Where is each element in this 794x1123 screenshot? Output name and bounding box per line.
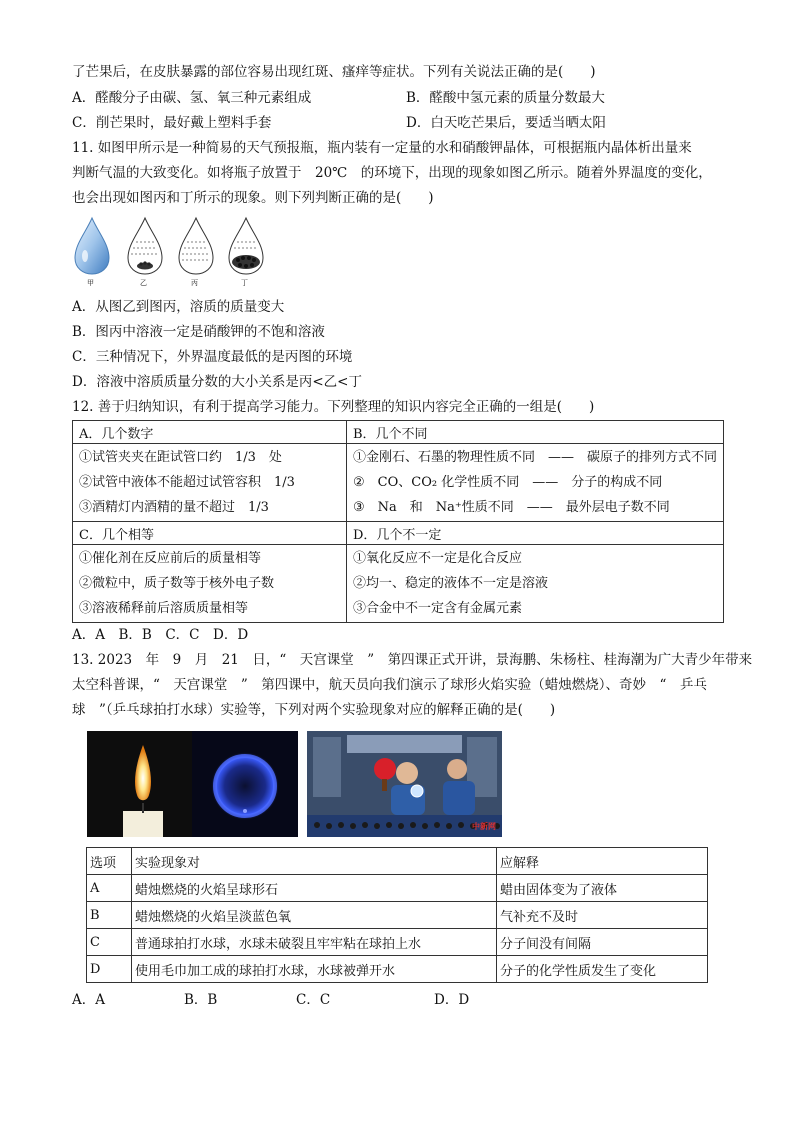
q12-c-item-1: ①催化剂在反应前后的质量相等 [79, 551, 262, 566]
q12-cell-c [73, 545, 347, 623]
q11-stem-line-2: 判断气温的大致变化。如将瓶子放置于 20℃ 的环境下，出现的现象如图乙所示。随着外界温度的变化， [72, 165, 712, 181]
q13-option-a: A．A [72, 992, 105, 1008]
q12-b-item-3: ③ Na 和 Na⁺性质不同 —— 最外层电子数不同 [352, 500, 670, 515]
q12-d-item-3: ③合金中不一定含有金属元素 [352, 601, 522, 616]
q13-row-a-explanation: 蜡由固体变为了液体 [497, 875, 708, 902]
q11-stem-line-1: 11. 如图甲所示是一种简易的天气预报瓶，瓶内装有一定量的水和硝酸钾晶体，可根据瓶内晶体析出量来 [72, 140, 692, 156]
q12-stem: 12. 善于归纳知识，有利于提高学习能力。下列整理的知识内容完全正确的一组是( ) [72, 399, 595, 415]
q12-d-item-1: ①氧化反应不一定是化合反应 [352, 551, 522, 566]
q11-stem-line-3: 也会出现如图丙和丁所示的现象。则下列判断正确的是( ) [72, 190, 434, 206]
q12-b-item-2: ② CO、CO₂ 化学性质不同 —— 分子的构成不同 [352, 475, 663, 490]
table-row [87, 875, 708, 902]
q11-option-a: A．从图乙到图丙，溶质的质量变大 [72, 299, 285, 315]
q12-a-item-2: ②试管中液体不能超过试管容积 1/3 [79, 475, 295, 490]
bottle-yi [128, 218, 162, 274]
candle-flame-photo [87, 731, 298, 837]
q12-options: A．A B．B C．C D．D [72, 627, 249, 643]
q12-b-item-1: ①金刚石、石墨的物理性质不同 —— 碳原子的排列方式不同 [352, 450, 717, 465]
table-row [87, 902, 708, 929]
q13-row-a-option: A [87, 875, 132, 902]
q13-header-phenomenon: 实验现象对 [132, 848, 497, 875]
q13-row-b-phenomenon: 蜡烛燃烧的火焰呈淡蓝色氧 [132, 902, 497, 929]
q12-head-b: B．几个不同 [346, 421, 723, 444]
q12-cell-d [346, 545, 723, 623]
q10-option-c: C．削芒果时，最好戴上塑料手套 [72, 115, 272, 131]
label-ding: 丁 [241, 279, 248, 287]
bottle-jia [75, 218, 109, 274]
q10-option-a: A．醛酸分子由碳、氢、氧三种元素组成 [72, 90, 312, 106]
q13-option-d: D．D [434, 992, 470, 1008]
q11-option-b: B．图丙中溶液一定是硝酸钾的不饱和溶液 [72, 324, 325, 340]
candle-flame-svg [87, 731, 298, 837]
photo-watermark: 中新网 [472, 822, 496, 831]
q13-row-c-phenomenon: 普通球拍打水球，水球未破裂且牢牢粘在球拍上水 [132, 929, 497, 956]
q12-a-item-3: ③酒精灯内酒精的量不超过 1/3 [79, 500, 269, 515]
q13-row-d-explanation: 分子的化学性质发生了变化 [497, 956, 708, 983]
q11-option-c: C．三种情况下，外界温度最低的是丙图的环境 [72, 349, 353, 365]
q12-d-item-2: ②均一、稳定的液体不一定是溶液 [352, 576, 548, 591]
q12-a-item-1: ①试管夹夹在距试管口约 1/3 处 [79, 450, 282, 465]
label-bing: 丙 [191, 279, 198, 287]
table-row [87, 929, 708, 956]
bottle-ding [229, 218, 263, 274]
q13-option-c: C．C [296, 992, 331, 1008]
label-yi: 乙 [140, 279, 147, 287]
q12-head-d: D．几个不一定 [346, 522, 723, 545]
q13-row-d-phenomenon: 使用毛巾加工成的球拍打水球，水球被弹开水 [132, 956, 497, 983]
table-row [87, 956, 708, 983]
q13-row-a-phenomenon: 蜡烛燃烧的火焰呈球形石 [132, 875, 497, 902]
q13-row-b-option: B [87, 902, 132, 929]
label-jia: 甲 [87, 279, 94, 287]
q12-head-a: A．几个数字 [73, 421, 347, 444]
q13-header-explanation: 应解释 [497, 848, 708, 875]
q13-header-option: 选项 [87, 848, 132, 875]
q13-table [86, 847, 708, 983]
q11-bottles-figure [72, 214, 272, 290]
q12-c-item-3: ③溶液稀释前后溶质质量相等 [79, 601, 249, 616]
q12-table [72, 420, 724, 623]
q13-option-b: B．B [184, 992, 218, 1008]
q10-option-d: D．白天吃芒果后，要适当晒太阳 [406, 115, 606, 131]
q13-row-c-option: C [87, 929, 132, 956]
q10-stem: 了芒果后，在皮肤暴露的部位容易出现红斑、瘙痒等症状。下列有关说法正确的是( ) [72, 64, 596, 80]
q11-option-d: D．溶液中溶质质量分数的大小关系是丙<乙<丁 [72, 374, 362, 390]
q12-c-item-2: ②微粒中，质子数等于核外电子数 [79, 576, 275, 591]
q13-row-c-explanation: 分子间没有间隔 [497, 929, 708, 956]
q13-row-d-option: D [87, 956, 132, 983]
bottle-bing [179, 218, 213, 274]
q13-row-b-explanation: 气补充不及时 [497, 902, 708, 929]
q13-stem-line-3: 球 ”（乒乓球拍打水球）实验等，下列对两个实验现象对应的解释正确的是( ) [72, 702, 556, 718]
q12-cell-b [346, 444, 723, 522]
q12-head-c: C．几个相等 [73, 522, 347, 545]
space-station-photo [307, 731, 502, 837]
q10-option-b: B．醛酸中氢元素的质量分数最大 [406, 90, 605, 106]
q13-stem-line-2: 太空科普课，“ 天宫课堂 ” 第四课中，航天员向我们演示了球形火焰实验（蜡烛燃烧）、奇妙 “ 乒乓 [72, 677, 707, 693]
q12-cell-a [73, 444, 347, 522]
q13-stem-line-1: 13. 2023 年 9 月 21 日，“ 天宫课堂 ” 第四课正式开讲，景海鹏、朱杨柱、桂海潮为广大青少年带来 [72, 652, 753, 668]
